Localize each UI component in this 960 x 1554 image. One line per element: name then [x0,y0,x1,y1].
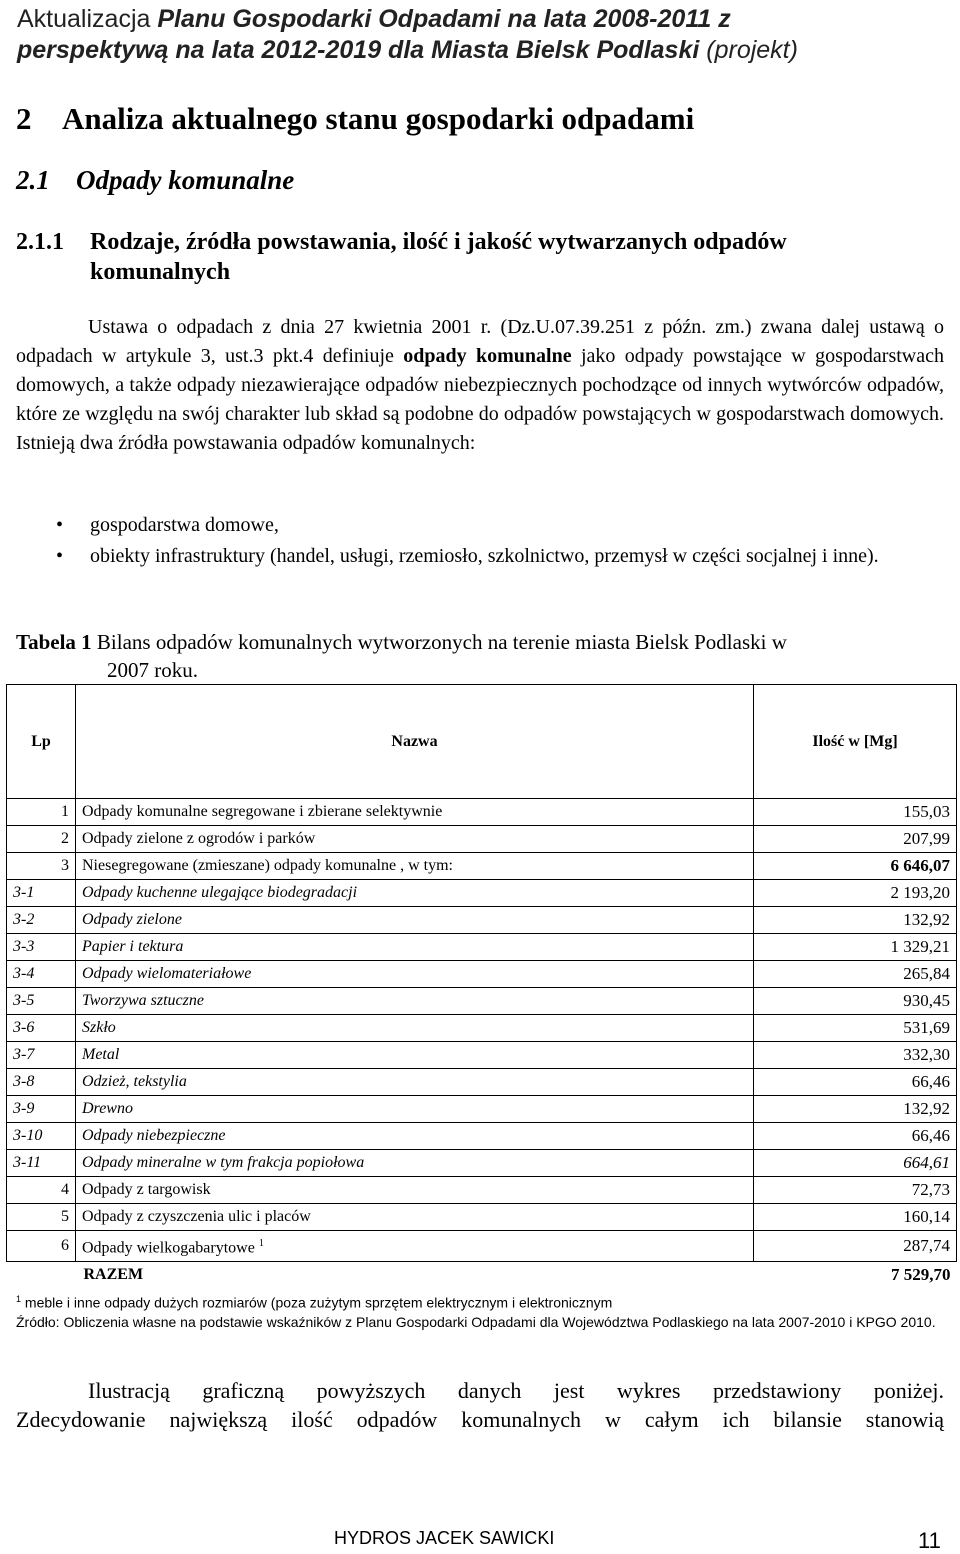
cell-value: 531,69 [754,1015,957,1042]
cell-lp: 3-1 [7,880,76,907]
table-row [7,1123,957,1150]
cell-value: 332,30 [754,1042,957,1069]
table-total-row [7,1262,957,1289]
body-paragraph-2 [16,1376,944,1434]
paragraph-text: Ustawa o odpadach z dnia 27 kwietnia 2001 r. (Dz.U.07.39.251 z późn. zm.) zwana dalej ustawą o odpadach w artykule 3, ust.3 pkt.4 definiuje [16,316,944,367]
cell-lp: 6 [7,1231,76,1262]
table-row [7,1177,957,1204]
footer-company: HYDROS JACEK SAWICKI [334,1528,555,1548]
header-text-2: (projekt) [699,36,798,64]
table-row [7,1069,957,1096]
cell-lp: 3-5 [7,988,76,1015]
cell-name: Papier i tektura [76,934,754,961]
footnote-text: meble i inne odpady dużych rozmiarów (poza zużytym sprzętem elektrycznym i elektronicznym [21,1294,613,1311]
cell-value: 287,74 [754,1231,957,1262]
table-row [7,934,957,961]
subsubsection-number: 2.1.1 [16,229,64,255]
waste-balance-table [6,684,957,1288]
subsubsection-title-cont: komunalnych [90,259,231,285]
cell-name-text: Odpady wielkogabarytowe [82,1239,255,1257]
cell-value: 66,46 [754,1069,957,1096]
bullet-icon: • [56,545,64,567]
header-name: Nazwa [76,685,754,799]
total-value: 7 529,70 [754,1262,957,1289]
section-title: Analiza aktualnego stanu gospodarki odpadami [62,101,695,136]
cell-name: Odzież, tekstylia [76,1069,754,1096]
table-row [7,799,957,826]
table-row [7,853,957,880]
cell-value: 1 329,21 [754,934,957,961]
cell-name: Odpady komunalne segregowane i zbierane selektywnie [76,799,754,826]
cell-name: Drewno [76,1096,754,1123]
cell-lp: 3-11 [7,1150,76,1177]
caption-text-2: 2007 roku. [107,658,198,682]
cell-value: 930,45 [754,988,957,1015]
list-item-text: gospodarstwa domowe, [90,514,279,536]
subsection-number: 2.1 [16,165,50,195]
header-bold-2: perspektywą na lata 2012-2019 dla Miasta Bielsk Podlaski [17,36,700,64]
subsubsection-title: Rodzaje, źródła powstawania, ilość i jakość wytwarzanych odpadów [90,229,787,255]
table-row [7,1015,957,1042]
table-row [7,1096,957,1123]
cell-name: Tworzywa sztuczne [76,988,754,1015]
cell-lp: 2 [7,826,76,853]
cell-value: 207,99 [754,826,957,853]
cell-name: Metal [76,1042,754,1069]
cell-lp: 3-9 [7,1096,76,1123]
paragraph-line: Ilustracją graficzną powyższych danych jest wykres przedstawiony poniżej. [88,1378,944,1403]
cell-lp: 3-8 [7,1069,76,1096]
source-note: Źródło: Obliczenia własne na podstawie wskaźników z Planu Gospodarki Odpadami dla Województwa Podlaskiego na lata 2007-2010 i KPGO 2010. [16,1313,936,1330]
cell-name [76,1231,754,1262]
cell-lp: 4 [7,1177,76,1204]
cell-lp: 5 [7,1204,76,1231]
cell-value: 6 646,07 [754,853,957,880]
header-quantity: Ilość w [Mg] [754,685,957,799]
table-row [7,961,957,988]
subsection-heading [16,165,294,196]
cell-name: Odpady z czyszczenia ulic i placów [76,1204,754,1231]
cell-value: 132,92 [754,1096,957,1123]
cell-value: 72,73 [754,1177,957,1204]
cell-name: Odpady niebezpieczne [76,1123,754,1150]
cell-name: Odpady z targowisk [76,1177,754,1204]
cell-value: 66,46 [754,1123,957,1150]
header-bold: Planu Gospodarki Odpadami na lata 2008-2011 z [157,5,731,33]
list-item [16,511,944,540]
cell-value: 132,92 [754,907,957,934]
section-number: 2 [16,101,32,136]
cell-name: Odpady zielone [76,907,754,934]
page-number: 11 [918,1528,941,1553]
table-row [7,1204,957,1231]
subsection-title: Odpady komunalne [76,165,295,195]
cell-value: 155,03 [754,799,957,826]
paragraph-line: Zdecydowanie największą ilość odpadów komunalnych w całym ich bilansie stanowią [16,1407,944,1432]
paragraph-text-2: jako odpady powstające w gospodarstwach domowych, a także odpady niezawierające odpadów niebezpiecznych pochodzące od innych wytwórców odpadów, które ze względu na swój charakter lub skład są podobne do odpadów powstających w gospodarstwach domowych. Istnieją dwa źródła powstawania odpadów komunalnych: [16,345,944,454]
cell-value: 160,14 [754,1204,957,1231]
table-caption [16,628,944,684]
paragraph-bold: odpady komunalne [403,345,572,367]
header-lp: Lp [7,685,76,799]
caption-text: Bilans odpadów komunalnych wytworzonych na terenie miasta Bielsk Podlaski w [91,630,787,654]
cell-name: Niesegregowane (zmieszane) odpady komunalne , w tym: [76,853,754,880]
cell-lp: 3-2 [7,907,76,934]
table-row [7,1042,957,1069]
document-header [17,4,947,66]
cell-value: 2 193,20 [754,880,957,907]
cell-name: Szkło [76,1015,754,1042]
section-heading [16,101,694,137]
table-row [7,826,957,853]
cell-name: Odpady wielomateriałowe [76,961,754,988]
footnote-number: 1 [16,1294,22,1304]
cell-lp: 3-4 [7,961,76,988]
cell-name: Odpady zielone z ogrodów i parków [76,826,754,853]
list-item-text: obiekty infrastruktury (handel, usługi, rzemiosło, szkolnictwo, przemysł w części socjalnej i inne). [90,545,879,567]
footnote-mark: 1 [258,1238,264,1249]
cell-lp: 1 [7,799,76,826]
cell-lp: 3 [7,853,76,880]
cell-name: Odpady mineralne w tym frakcja popiołowa [76,1150,754,1177]
table-row [7,1150,957,1177]
table-header-row [7,685,957,799]
list-item [16,542,944,571]
caption-label: Tabela 1 [16,630,92,654]
table-row [7,988,957,1015]
cell-lp: 3-3 [7,934,76,961]
cell-lp: 3-10 [7,1123,76,1150]
cell-value: 265,84 [754,961,957,988]
table-row [7,1231,957,1262]
cell-lp: 3-7 [7,1042,76,1069]
body-paragraph [16,313,944,458]
table-row [7,907,957,934]
footnotes [16,1290,946,1332]
cell-lp: 3-6 [7,1015,76,1042]
total-label: RAZEM [76,1262,754,1289]
table-row [7,880,957,907]
header-text: Aktualizacja [17,5,158,33]
cell-value: 664,61 [754,1150,957,1177]
subsubsection-heading [16,227,916,287]
bullet-icon: • [56,514,64,536]
cell-name: Odpady kuchenne ulegające biodegradacji [76,880,754,907]
